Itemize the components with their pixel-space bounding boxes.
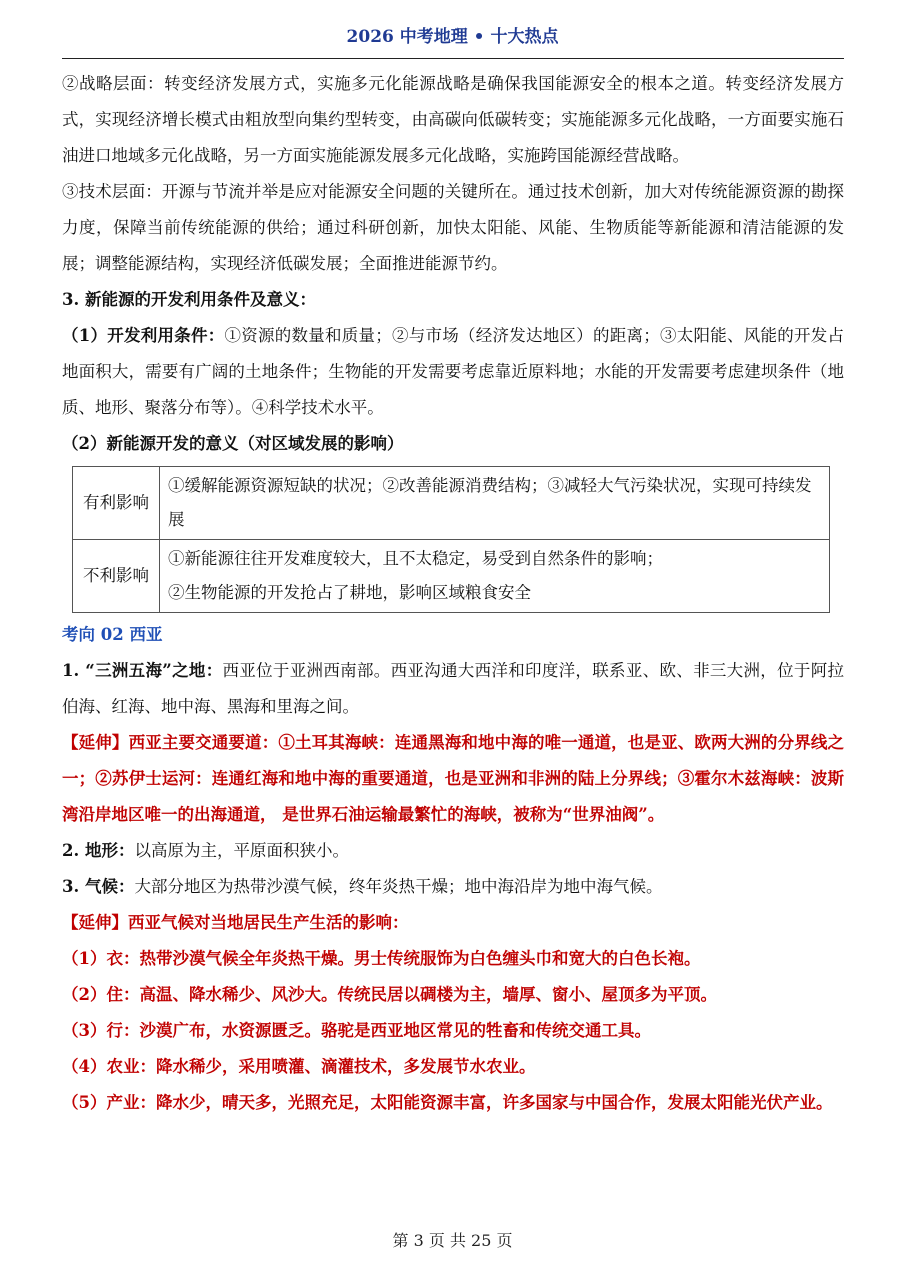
table-cell-text: ①缓解能源资源短缺的状况；②改善能源消费结构；③减轻大气污染状况，实现可持续发展 <box>160 467 830 540</box>
table-row <box>73 540 830 613</box>
topic-item-2-label: 2. 地形： <box>62 841 135 860</box>
significance-heading: （2）新能源开发的意义（对区域发展的影响） <box>62 434 404 453</box>
extension-heading-2: 【延伸】西亚气候对当地居民生产生活的影响： <box>62 913 409 932</box>
conditions-label: （1）开发利用条件： <box>62 326 225 345</box>
topic-item-1-text: 西亚位于亚洲西南部。西亚沟通大西洋和印度洋，联系亚、欧、非三大洲，位于阿拉伯海、红海、地中海、黑海和里海之间。 <box>62 661 845 716</box>
strategy-paragraph: ②战略层面：转变经济发展方式，实施多元化能源战略是确保我国能源安全的根本之道。转变经济发展方式，实现经济增长模式由粗放型向集约型转变，由高碳向低碳转变；实施能源多元化战略，一方面要实施石油进口地域多元化战略，另一方面实施能源发展多元化战略，实施跨国能源经营战略。 <box>62 74 844 165</box>
topic-item-3-label: 3. 气候： <box>62 877 135 896</box>
extension-list-item: （2）住：高温、降水稀少、风沙大。传统民居以碉楼为主，墙厚、窗小、屋顶多为平顶。 <box>62 985 717 1004</box>
topic-item-1-label: 1. “三洲五海”之地： <box>62 661 223 680</box>
table-row <box>73 467 830 540</box>
topic-item-3 <box>62 869 844 905</box>
table-cell-label: 不利影响 <box>73 540 160 613</box>
topic-title: 考向 02 西亚 <box>62 625 163 644</box>
topic-item-3-text: 大部分地区为热带沙漠气候，终年炎热干燥；地中海沿岸为地中海气候。 <box>134 877 663 896</box>
section-heading-3: 3. 新能源的开发利用条件及意义： <box>62 290 316 309</box>
extension-paragraph-1: 【延伸】西亚主要交通要道：①土耳其海峡：连通黑海和地中海的唯一通道，也是亚、欧两大洲的分界线之一；②苏伊士运河：连通红海和地中海的重要通道，也是亚洲和非洲的陆上分界线；③霍尔木兹海峡：波斯湾沿岸地区唯一的出海通道， 是世界石油运输最繁忙的海峡，被称为“世界油阀”。 <box>62 733 844 824</box>
effects-table <box>72 466 830 613</box>
extension-list-item: （3）行：沙漠广布，水资源匮乏。骆驼是西亚地区常见的牲畜和传统交通工具。 <box>62 1021 651 1040</box>
conditions-paragraph <box>62 318 844 426</box>
extension-list-item: （5）产业：降水少，晴天多，光照充足，太阳能资源丰富，许多国家与中国合作，发展太阳能光伏产业。 <box>62 1093 833 1112</box>
extension-list-item: （4）农业：降水稀少，采用喷灌、滴灌技术，多发展节水农业。 <box>62 1057 536 1076</box>
header-rule <box>62 58 844 59</box>
page-content <box>62 66 844 1121</box>
topic-item-1 <box>62 653 844 725</box>
page-footer: 第 3 页 共 25 页 <box>392 1231 513 1250</box>
topic-item-2 <box>62 833 844 869</box>
conditions-text: ①资源的数量和质量；②与市场（经济发达地区）的距离；③太阳能、风能的开发占地面积大，需要有广阔的土地条件；生物能的开发需要考虑靠近原料地；水能的开发需要考虑建坝条件（地质、地形、聚落分布等）。④科学技术水平。 <box>62 326 844 417</box>
table-cell-text <box>160 540 830 613</box>
extension-list-item: （1）衣：热带沙漠气候全年炎热干燥。男士传统服饰为白色缠头巾和宽大的白色长袍。 <box>62 949 701 968</box>
table-cell-line: ①新能源往往开发难度较大，且不太稳定，易受到自然条件的影响； <box>168 549 663 568</box>
table-cell-label: 有利影响 <box>73 467 160 540</box>
topic-item-2-text: 以高原为主，平原面积狭小。 <box>134 841 349 860</box>
tech-paragraph: ③技术层面：开源与节流并举是应对能源安全问题的关键所在。通过技术创新，加大对传统能源资源的勘探力度，保障当前传统能源的供给；通过科研创新，加快太阳能、风能、生物质能等新能源和清洁能源的发展；调整能源结构，实现经济低碳发展；全面推进能源节约。 <box>62 182 844 273</box>
table-cell-line: ②生物能源的开发抢占了耕地，影响区域粮食安全 <box>168 583 531 602</box>
page-header: 2026 中考地理 • 十大热点 <box>346 27 559 47</box>
